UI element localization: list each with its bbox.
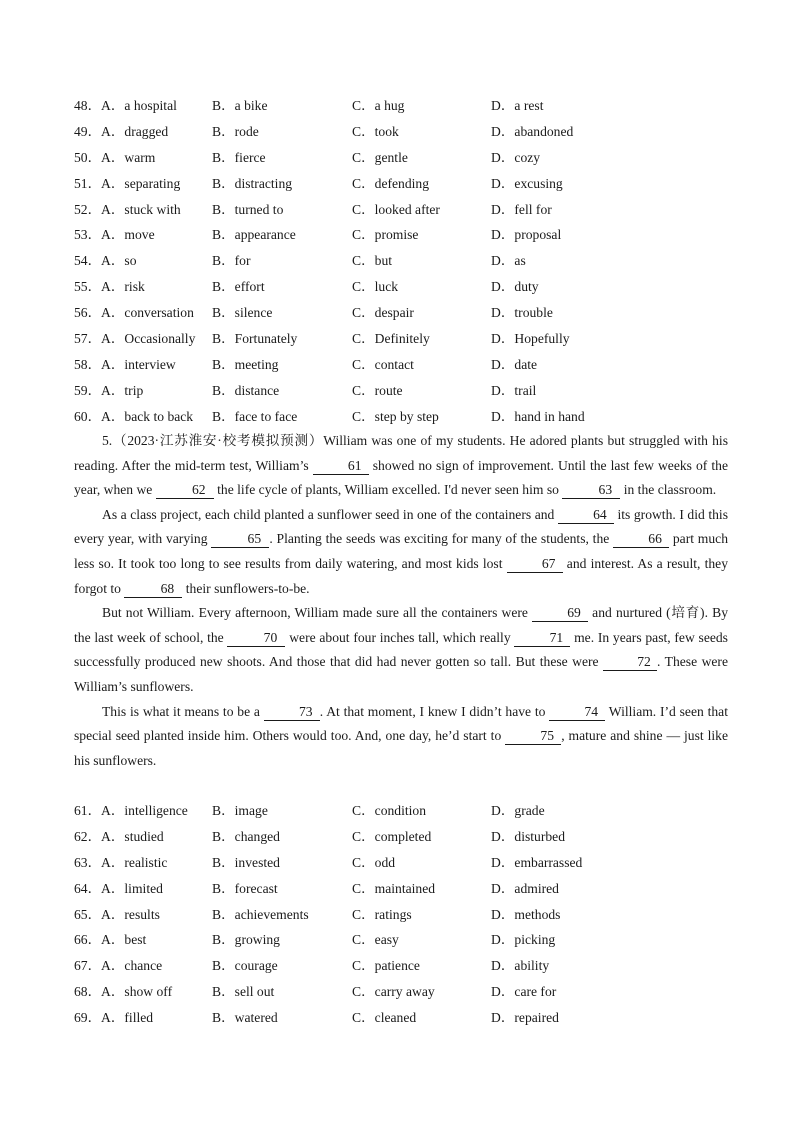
option-a: A．trip xyxy=(101,382,144,398)
options-block-48-60 xyxy=(74,93,764,430)
option-b: B．forecast xyxy=(212,880,278,896)
passage-paragraph-2: As a class project, each child planted a sunflower seed in one of the containers and 64 its growth. I did this every year, with varying 65 . Planting the seeds was exciting for many of the students, the 66 part much less so. It took too long to see results from daily watering, and most kids lost 67 and interest. As a result, they forgot to 68 their sunflowers-to-be. xyxy=(74,506,729,596)
option-b: B．a bike xyxy=(212,98,268,113)
question-row-50 xyxy=(74,145,764,171)
option-b: B．watered xyxy=(212,1010,278,1026)
question-row-69 xyxy=(74,1005,764,1031)
option-a: A．studied xyxy=(101,828,164,844)
option-a: A．realistic xyxy=(101,854,168,870)
option-d: D．a rest xyxy=(491,98,544,113)
passage-paragraph-1: 5.（2023·江苏淮安·校考模拟预测）William was one of my students. He adored plants but struggled with his reading. After the mid-term test, William’s 61 showed no sign of improvement. Until the last few weeks of the year, when we 62 the life cycle of plants, William excelled. I'd never seen him so 63 in the classroom. xyxy=(74,433,728,498)
question-number: 57． xyxy=(74,331,102,347)
question-row-57 xyxy=(74,326,764,352)
option-b: B．silence xyxy=(212,305,273,321)
option-c: C．condition xyxy=(352,803,427,818)
option-a: A．Occasionally xyxy=(101,331,196,347)
question-row-60 xyxy=(74,404,764,430)
blank-66: 66 xyxy=(613,531,669,548)
option-b: B．appearance xyxy=(212,227,296,243)
question-row-65 xyxy=(74,902,764,928)
question-row-49 xyxy=(74,119,764,145)
option-c: C．easy xyxy=(352,932,399,948)
option-a: A．limited xyxy=(101,880,163,896)
option-c: C．but xyxy=(352,253,393,269)
blank-62: 62 xyxy=(156,482,214,499)
option-c: C．a hug xyxy=(352,98,405,113)
option-a: A．a hospital xyxy=(101,98,177,113)
option-b: B．effort xyxy=(212,279,265,295)
option-b: B．face to face xyxy=(212,408,298,424)
question-row-48 xyxy=(74,93,764,119)
question-row-51 xyxy=(74,171,764,197)
option-d: D．excusing xyxy=(491,175,563,191)
option-a: A．move xyxy=(101,227,155,243)
option-b: B．fierce xyxy=(212,149,266,165)
option-a: A．intelligence xyxy=(101,803,188,818)
option-d: D．Hopefully xyxy=(491,331,570,347)
question-row-58 xyxy=(74,352,764,378)
option-a: A．stuck with xyxy=(101,201,181,217)
blank-71: 71 xyxy=(514,630,570,647)
option-a: A．filled xyxy=(101,1010,154,1026)
blank-72: 72 xyxy=(603,654,657,671)
question-number: 63． xyxy=(74,854,102,870)
option-c: C．luck xyxy=(352,279,399,295)
option-c: C．maintained xyxy=(352,880,436,896)
blank-64: 64 xyxy=(558,507,614,524)
option-c: C．odd xyxy=(352,854,396,870)
question-number: 55． xyxy=(74,279,102,295)
option-d: D．trail xyxy=(491,382,537,398)
option-c: C．step by step xyxy=(352,408,439,424)
blank-65: 65 xyxy=(211,531,269,548)
option-b: B．courage xyxy=(212,958,278,974)
question-row-53 xyxy=(74,222,764,248)
option-d: D．as xyxy=(491,253,526,269)
question-number: 67． xyxy=(74,958,102,974)
question-number: 50． xyxy=(74,149,102,165)
question-row-64 xyxy=(74,876,764,902)
passage-paragraph-3: But not William. Every afternoon, William made sure all the containers were 69 and nurtured (培育). By the last week of school, the 70 were about four inches tall, which really 71 me. In years past, few seeds successfully produced new shoots. And those that did had never gotten so tall. But these were 72 . These were William’s sunflowers. xyxy=(74,605,728,694)
passage-paragraph-4: This is what it means to be a 73 . At that moment, I knew I didn’t have to 74 William. I’d seen that special seed planted inside him. Others would too. And, one day, he’d start to 75 , mature and shine — just like his sunflowers. xyxy=(74,703,728,768)
option-c: C．promise xyxy=(352,227,419,243)
question-row-62 xyxy=(74,824,764,850)
question-row-61 xyxy=(74,798,764,824)
question-number: 56． xyxy=(74,305,102,321)
option-b: B．achievements xyxy=(212,906,309,922)
option-b: B．distracting xyxy=(212,175,293,191)
option-d: D．date xyxy=(491,356,538,372)
question-row-66 xyxy=(74,927,764,953)
option-a: A．interview xyxy=(101,356,176,372)
option-d: D．grade xyxy=(491,803,545,818)
option-d: D．embarrassed xyxy=(491,854,583,870)
option-a: A．results xyxy=(101,906,160,922)
option-c: C．ratings xyxy=(352,906,412,922)
option-c: C．cleaned xyxy=(352,1010,417,1026)
cloze-passage xyxy=(74,429,728,773)
option-a: A．so xyxy=(101,253,137,269)
option-b: B．growing xyxy=(212,932,280,948)
blank-69: 69 xyxy=(532,605,588,622)
option-d: D．picking xyxy=(491,932,556,948)
option-c: C．Definitely xyxy=(352,331,430,347)
question-row-63 xyxy=(74,850,764,876)
option-c: C．defending xyxy=(352,175,430,191)
option-d: D．cozy xyxy=(491,149,541,165)
option-c: C．carry away xyxy=(352,984,435,1000)
option-a: A．conversation xyxy=(101,305,194,321)
option-a: A．separating xyxy=(101,175,181,191)
option-d: D．methods xyxy=(491,906,561,922)
question-number: 48． xyxy=(74,98,102,113)
option-d: D．disturbed xyxy=(491,828,566,844)
option-d: D．admired xyxy=(491,880,559,896)
question-number: 59． xyxy=(74,382,102,398)
option-b: B．distance xyxy=(212,382,280,398)
option-d: D．hand in hand xyxy=(491,408,585,424)
question-row-59 xyxy=(74,378,764,404)
question-number: 66． xyxy=(74,932,102,948)
question-number: 53． xyxy=(74,227,102,243)
question-number: 51． xyxy=(74,175,102,191)
question-number: 52． xyxy=(74,201,102,217)
option-a: A．dragged xyxy=(101,123,169,139)
question-row-56 xyxy=(74,300,764,326)
option-d: D．ability xyxy=(491,958,550,974)
option-c: C．gentle xyxy=(352,149,408,165)
blank-63: 63 xyxy=(562,482,620,499)
option-c: C．completed xyxy=(352,828,432,844)
option-d: D．duty xyxy=(491,279,539,295)
question-number: 49． xyxy=(74,123,102,139)
option-b: B．for xyxy=(212,253,251,269)
question-row-68 xyxy=(74,979,764,1005)
blank-68: 68 xyxy=(124,581,182,598)
question-number: 60． xyxy=(74,408,102,424)
option-d: D．repaired xyxy=(491,1010,559,1026)
option-d: D．care for xyxy=(491,984,557,1000)
option-c: C．contact xyxy=(352,356,414,372)
blank-67: 67 xyxy=(507,556,563,573)
question-number: 62． xyxy=(74,828,102,844)
option-b: B．image xyxy=(212,803,268,818)
question-number: 69． xyxy=(74,1010,102,1026)
question-number: 65． xyxy=(74,906,102,922)
question-row-67 xyxy=(74,953,764,979)
option-b: B．Fortunately xyxy=(212,331,298,347)
option-a: A．show off xyxy=(101,984,173,1000)
question-number: 58． xyxy=(74,356,102,372)
question-row-52 xyxy=(74,197,764,223)
question-number: 64． xyxy=(74,880,102,896)
option-d: D．trouble xyxy=(491,305,553,321)
blank-73: 73 xyxy=(264,704,320,721)
option-a: A．best xyxy=(101,932,147,948)
option-b: B．sell out xyxy=(212,984,275,1000)
option-a: A．warm xyxy=(101,149,156,165)
option-b: B．rode xyxy=(212,123,259,139)
question-row-55 xyxy=(74,274,764,300)
question-number: 54． xyxy=(74,253,102,269)
question-row-54 xyxy=(74,248,764,274)
question-number: 61． xyxy=(74,803,102,818)
option-c: C．looked after xyxy=(352,201,440,217)
option-b: B．meeting xyxy=(212,356,279,372)
option-c: C．despair xyxy=(352,305,414,321)
option-c: C．patience xyxy=(352,958,420,974)
option-a: A．risk xyxy=(101,279,145,295)
option-c: C．route xyxy=(352,382,403,398)
options-block-61-69 xyxy=(74,798,764,1031)
option-c: C．took xyxy=(352,123,399,139)
option-a: A．back to back xyxy=(101,408,194,424)
option-b: B．turned to xyxy=(212,201,284,217)
blank-75: 75 xyxy=(505,728,561,745)
blank-70: 70 xyxy=(227,630,285,647)
option-b: B．invested xyxy=(212,854,280,870)
blank-61: 61 xyxy=(313,458,369,475)
option-a: A．chance xyxy=(101,958,163,974)
option-d: D．abandoned xyxy=(491,123,574,139)
blank-74: 74 xyxy=(549,704,605,721)
option-b: B．changed xyxy=(212,828,280,844)
option-d: D．proposal xyxy=(491,227,562,243)
question-number: 68． xyxy=(74,984,102,1000)
option-d: D．fell for xyxy=(491,201,552,217)
